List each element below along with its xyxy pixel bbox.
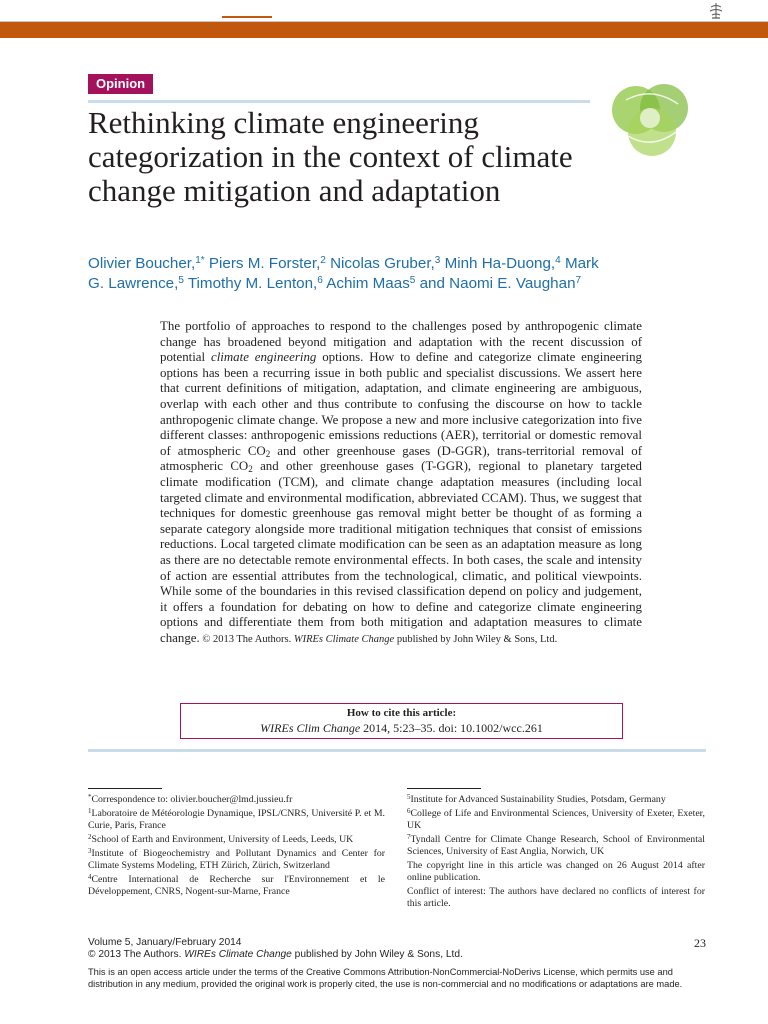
footnote: $^2$School of Earth and Environment, University of Leeds, Leeds, UK bbox=[88, 833, 354, 845]
license-statement: This is an open access article under the terms of the Creative Commons Attribution-NonCommercial-NoDerivs License, which permits use and distribution in any medium, provided the original work is properly cited, the use is non-commercial and no modifications or adaptations are made. bbox=[88, 967, 683, 989]
article-title: Rethinking climate engineering categorization in the context of climate change mitigation and adaptation bbox=[88, 105, 573, 208]
header-bar bbox=[0, 0, 768, 38]
title-rule bbox=[88, 100, 590, 103]
footnote: The copyright line in this article was changed on 26 August 2014 after online publication. bbox=[407, 860, 705, 883]
volume-line: Volume 5, January/February 2014 bbox=[88, 937, 242, 948]
author: Minh Ha-Duong,$^4$ bbox=[444, 255, 561, 272]
author: Piers M. Forster,$^2$ bbox=[208, 255, 326, 272]
author: Nicolas Gruber,$^3$ bbox=[330, 255, 441, 272]
citation-text: WIREs Clim Change 2014, 5:23–35. doi: 10.1002/wcc.261 bbox=[260, 721, 543, 735]
abstract-copyright: © 2013 The Authors. WIREs Climate Change published by John Wiley & Sons, Ltd. bbox=[199, 633, 558, 645]
footnote-rule-right bbox=[407, 788, 481, 789]
footnote: $^6$College of Life and Environmental Sciences, University of Exeter, Exeter, UK bbox=[407, 807, 705, 831]
footnote: $^7$Tyndall Centre for Climate Change Research, School of Environmental Sciences, University of East Anglia, Norwich, UK bbox=[407, 833, 705, 857]
footnotes-left bbox=[88, 794, 385, 900]
header-white-strip bbox=[0, 0, 768, 22]
article-type-badge: Opinion bbox=[88, 74, 153, 94]
footnotes-right bbox=[407, 794, 705, 912]
author: Achim Maas$^5$ bbox=[326, 274, 416, 292]
page-number: 23 bbox=[694, 936, 706, 950]
footnote: $^3$Institute of Biogeochemistry and Pollutant Dynamics and Center for Climate Systems Modeling, ETH Zürich, Zürich, Switzerland bbox=[88, 847, 385, 871]
footnote: $^1$Laboratoire de Météorologie Dynamique, IPSL/CNRS, Université P. et M. Curie, Paris, France bbox=[88, 807, 385, 831]
footnote: $^5$Institute for Advanced Sustainability Studies, Potsdam, Germany bbox=[407, 793, 666, 805]
abstract: The portfolio of approaches to respond to the challenges posed by anthropogenic climate change has broadened beyond mitigation and adaptation with the recent discussion of potential climate engineering options. How to define and categorize climate engineering options has been a recurring issue in both public and specialist discussions. We assert here that current definitions of mitigation, adaptation, and climate engineering are ambiguous, overlap with each other and thus contribute to confusing the discourse on how to tackle anthropogenic climate change. We propose a new and more inclusive categorization into five different classes: anthropogenic emissions reductions (AER), territorial or domestic removal of atmospheric $CO_2$ and other greenhouse gases (D-GGR), trans-territorial removal of atmospheric $CO_2$ and other greenhouse gases (T-GGR), regional to planetary targeted climate modification (TCM), and climate change adaptation measures (including local targeted climate and environmental modification, abbreviated CCAM). Thus, we suggest that techniques for domestic greenhouse gas removal might better be thought of as forming a separate category alongside more traditional mitigation techniques that consist of emissions reductions. Local targeted climate modification can be seen as an adaptation measure as long as there are no detectable remote environmental effects. In both cases, the scale and intensity of action are essential attributes from the technological, climatic, and political viewpoints. While some of the boundaries in this revised classification depend on policy and judgement, it offers a foundation for debating on how to define and categorize climate engineering options and differentiate them from both mitigation and adaptation measures to climate change. © 2013 The Authors. WIREs Climate Change published by John Wiley & Sons, Ltd. bbox=[160, 319, 642, 645]
citation-heading: How to cite this article: bbox=[346, 707, 457, 719]
venn-circles-logo bbox=[606, 78, 698, 160]
author-list bbox=[88, 254, 608, 293]
footnote: *Correspondence to: olivier.boucher@lmd.jussieu.fr bbox=[88, 793, 293, 805]
footnote: $^4$Centre International de Recherche sur l'Environnement et le Développement, CNRS, Nogent-sur-Marne, France bbox=[88, 873, 385, 897]
footnote: Conflict of interest: The authors have declared no conflicts of interest for this article. bbox=[407, 886, 705, 909]
author: Timothy M. Lenton,$^6$ bbox=[187, 274, 323, 292]
footnote-rule-left bbox=[88, 788, 162, 789]
author: Olivier Boucher,$^{1*}$ bbox=[88, 255, 205, 272]
author: Mark G. Lawrence,$^5$ bbox=[88, 255, 599, 292]
page-footer bbox=[88, 937, 706, 961]
header-orange-strip bbox=[0, 22, 768, 38]
header-tab-indicator bbox=[222, 16, 272, 18]
citation-box bbox=[180, 703, 623, 739]
section-divider bbox=[88, 749, 706, 752]
author: and Naomi E. Vaughan$^7$ bbox=[419, 274, 582, 292]
footer-copyright: © 2013 The Authors. WIREs Climate Change published by John Wiley & Sons, Ltd. bbox=[88, 949, 463, 960]
tree-icon bbox=[706, 2, 726, 20]
